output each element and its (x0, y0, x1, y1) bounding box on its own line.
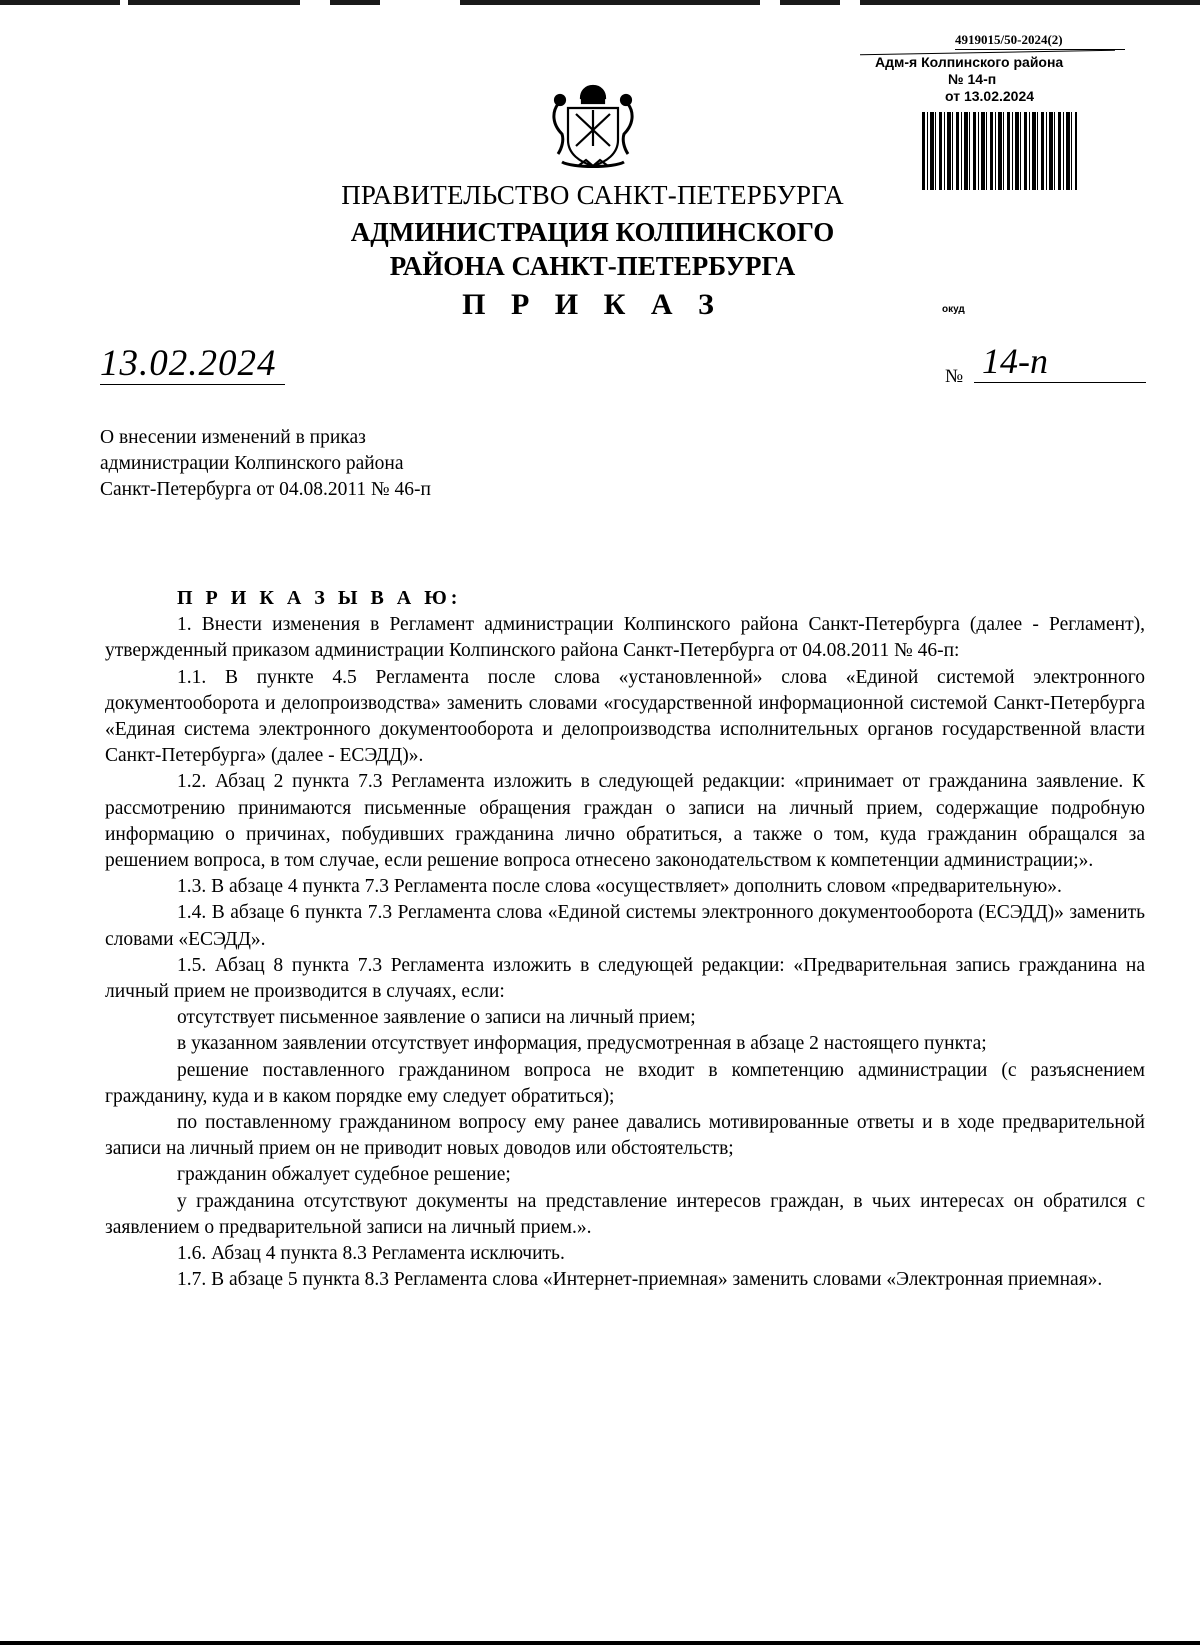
paragraph: по поставленному гражданином вопросу ему ранее давались мотивированные ответы и в ходе предварительной записи на личный прием он не приводит новых доводов или обстоятельств; (105, 1112, 1145, 1160)
stamp-doc-date: от 13.02.2024 (945, 88, 1035, 104)
paragraph: 1.5. Абзац 8 пункта 7.3 Регламента изложить в следующей редакции: «Предварительная запись гражданина на личный прием не производится в случаях, если: (105, 954, 1145, 1003)
paragraph: 1.2. Абзац 2 пункта 7.3 Регламента изложить в следующей редакции: «принимает от гражданина заявление. К рассмотрению принимаются письменные обращения граждан о записи на личный прием, содержащие подробную информацию о причинах, побудивших гражданина лично обратиться, а также о том, куда гражданин обращался за решением вопроса, в том случае, если решение вопроса отнесено законодательством к компетенции администрации;». (105, 771, 1145, 872)
number-label: № (945, 366, 964, 387)
registration-stamp (870, 54, 1120, 105)
paragraph: 1.6. Абзац 4 пункта 8.3 Регламента исключить. (177, 1243, 565, 1265)
stamp-doc-number: № 14-п (948, 71, 997, 87)
document-subject (100, 425, 560, 503)
paragraph: 1.3. В абзаце 4 пункта 7.3 Регламента после слова «осуществляет» дополнить словом «предварительную». (177, 876, 1062, 898)
paragraph: 1.1. В пункте 4.5 Регламента после слова «установленной» слова «Единой системой электронного документооборота и делопроизводства» заменить словами «государственной информационной системой Санкт-Петербурга «Единая система электронного документооборота и делопроизводства исполнительных органов государственной власти Санкт-Петербурга» (далее - ЕСЭДД)». (105, 666, 1145, 767)
paragraph: 1.4. В абзаце 6 пункта 7.3 Регламента слова «Единой системы электронного документооборота (ЕСЭДД)» заменить словами «ЕСЭДД». (105, 902, 1145, 950)
registration-number: 4919015/50-2024(2) (955, 32, 1125, 50)
administration-title-line2: РАЙОНА САНКТ-ПЕТЕРБУРГА (389, 251, 796, 281)
handwritten-number: 14-п (974, 340, 1146, 383)
handwritten-date: 13.02.2024 (100, 344, 285, 385)
barcode (922, 112, 1077, 190)
document-type: П Р И К А З (462, 288, 723, 321)
stamp-organization: Адм-я Колпинского района (875, 54, 1064, 70)
subject-line: О внесении изменений в приказ (100, 427, 366, 448)
coat-of-arms-icon (548, 82, 638, 174)
paragraph: в указанном заявлении отсутствует информация, предусмотренная в абзаце 2 настоящего пункта; (177, 1033, 987, 1055)
paragraph: у гражданина отсутствуют документы на представление интересов граждан, в чьих интересах он обратился с заявлением о предварительной записи на личный прием.». (105, 1190, 1145, 1238)
government-title: ПРАВИТЕЛЬСТВО САНКТ-ПЕТЕРБУРГА (341, 180, 844, 210)
administration-title-line1: АДМИНИСТРАЦИЯ КОЛПИНСКОГО (350, 217, 835, 247)
subject-line: администрации Колпинского района (100, 453, 404, 474)
paragraph: решение поставленного гражданином вопроса не входит в компетенцию администрации (с разъяснением гражданину, куда и в каком порядке ему следует обратиться); (105, 1059, 1145, 1107)
subject-line: Санкт-Петербурга от 04.08.2011 № 46-п (100, 479, 431, 500)
administration-title (0, 215, 1185, 283)
scan-edge-bottom (0, 1641, 1200, 1645)
order-word: П Р И К А З Ы В А Ю: (177, 587, 462, 609)
okud-label: окуд (942, 304, 965, 315)
paragraph: отсутствует письменное заявление о записи на личный прием; (177, 1007, 696, 1029)
document-body (105, 585, 1145, 1293)
paragraph: гражданин обжалует судебное решение; (177, 1164, 511, 1186)
paragraph: 1. Внести изменения в Регламент администрации Колпинского района Санкт-Петербурга (далее - Регламент), утвержденный приказом администрации Колпинского района Санкт-Петербурга от 04.08.2011 № 46-п: (105, 614, 1145, 662)
scan-edge-top (0, 0, 1200, 5)
paragraph: 1.7. В абзаце 5 пункта 8.3 Регламента слова «Интернет-приемная» заменить словами «Электронная приемная». (177, 1269, 1103, 1291)
